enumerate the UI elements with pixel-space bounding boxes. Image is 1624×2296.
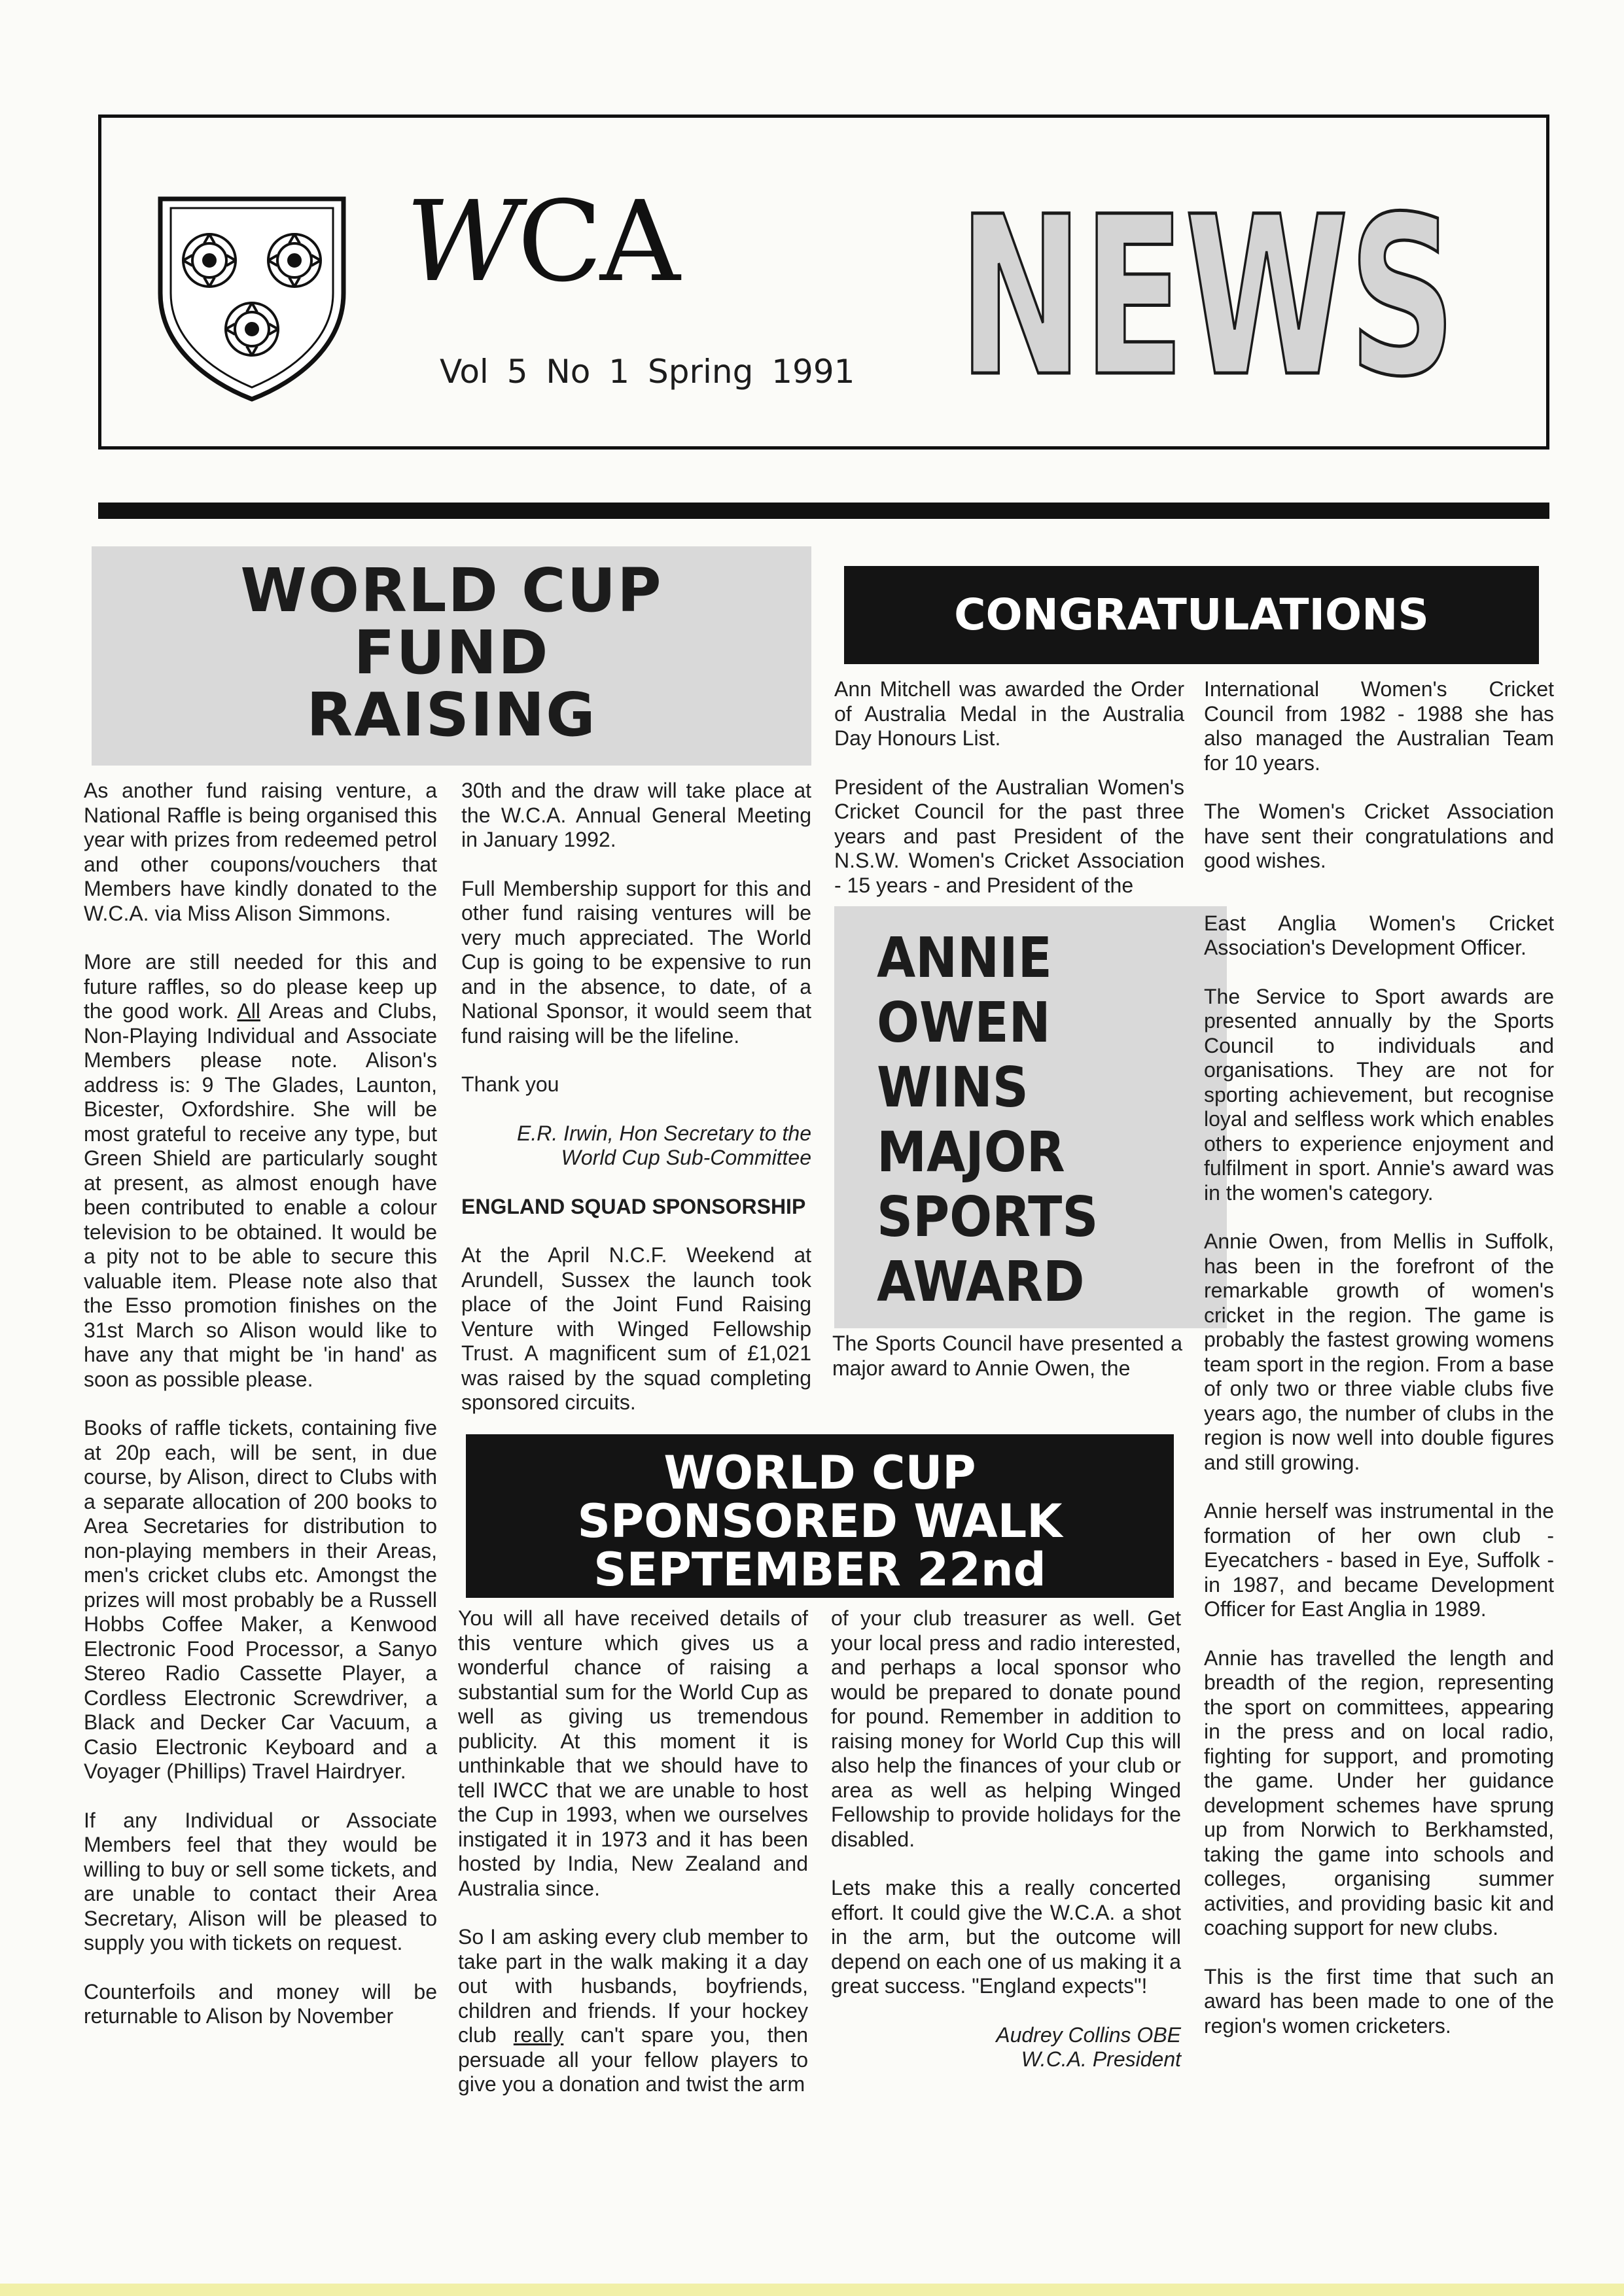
article-paragraph: The Service to Sport awards are presented annually by the Sports Council to individuals and organisations. They are not for sporting achievement, but recognise loyal and selfless work which enables others to experience enjoyment and fulfilment in sport. Annie's award was in the women's category. xyxy=(1204,984,1554,1205)
text-run: More are still needed for this and future raffles, so do please keep up the good work. xyxy=(84,950,437,1023)
underlined-word: really xyxy=(513,2023,564,2047)
signature-name: Audrey Collins OBE xyxy=(996,2022,1181,2047)
text-run: Areas and Clubs, Non-Playing Individual and Associate Members please note. Alison's address is: 9 The Glades, Launton, Bicester, Oxfordshire. She will be most grateful to receive any type, but Green Shield are particularly sought at present, as almost enough have been contributed to enable a colour television to be obtained. It would be a pity not to be able to secure this valuable item. Please note also that the Esso promotion finishes on the 31st March so Alison would like to have any that might be 'in hand' as soon as possible please. xyxy=(84,999,437,1391)
article-paragraph: Full Membership support for this and other fund raising ventures will be very much appreciated. The World Cup is going to be expensive to run and in the absence, to date, of a National Sponsor, it would seem that fund raising will be the lifeline. xyxy=(461,876,811,1048)
article-paragraph: The Sports Council have presented a major award to Annie Owen, the xyxy=(832,1332,1182,1380)
article-paragraph: Annie Owen, from Mellis in Suffolk, has been in the forefront of the remarkable growth of women's cricket in the region. The game is probably the fastest growing womens team sport in the region. From a base of only two or three viable clubs five years ago, the number of clubs in the region is now well into double figures and still growing. xyxy=(1204,1229,1554,1474)
column-4 xyxy=(1204,677,1554,2117)
signature-title: W.C.A. President xyxy=(1021,2047,1181,2071)
heading-line: WORLD CUP xyxy=(663,1446,976,1500)
heading-line: AWARD xyxy=(877,1250,1085,1315)
wca-logo-title xyxy=(406,177,772,308)
heading-line: FUND xyxy=(353,618,550,688)
article-paragraph: As another fund raising venture, a National Raffle is being organised this year with prizes from redeemed petrol and other coupons/vouchers that Members have kindly donated to the W.C.A. via Miss Alison Simmons. xyxy=(84,779,437,925)
column-1 xyxy=(84,779,437,2100)
article-paragraph: Lets make this a really concerted effort. It could give the W.C.A. a shot in the arm, but the outcome will depend on each one of us making it a great success. "England expects"! xyxy=(831,1876,1181,1998)
world-cup-fund-raising-heading xyxy=(92,546,811,766)
masthead-rule xyxy=(98,503,1549,519)
article-paragraph xyxy=(84,950,437,1392)
heading-line: MAJOR xyxy=(877,1120,1065,1185)
article-paragraph: 30th and the draw will take place at the W.C.A. Annual General Meeting in January 1992. xyxy=(461,779,811,851)
column-3-middle xyxy=(832,1332,1182,1410)
article-paragraph: The Women's Cricket Association have sent their congratulations and good wishes. xyxy=(1204,800,1554,872)
congratulations-heading: CONGRATULATIONS xyxy=(844,566,1539,664)
heading-line: OWEN xyxy=(877,991,1051,1055)
article-paragraph: Ann Mitchell was awarded the Order of Australia Medal in the Australia Day Honours List. xyxy=(834,677,1184,750)
heading-line: SPONSORED WALK xyxy=(577,1494,1063,1548)
heading-line: WORLD CUP xyxy=(240,556,663,626)
wca-shield-logo-icon xyxy=(154,195,350,403)
page-bottom-edge xyxy=(0,2284,1624,2296)
sponsored-walk-heading xyxy=(466,1434,1174,1598)
annie-owen-heading xyxy=(834,906,1227,1328)
column-2-top xyxy=(461,779,811,1426)
article-paragraph: Thank you xyxy=(461,1072,559,1096)
article-paragraph: Counterfoils and money will be returnable to Alison by November xyxy=(84,1979,437,2028)
article-paragraph xyxy=(458,1925,808,2097)
signature: E.R. Irwin, Hon Secretary to the World Cup Sub-Committee xyxy=(517,1121,811,1169)
underlined-word: All xyxy=(237,999,260,1023)
article-paragraph: Books of raffle tickets, containing five at 20p each, will be sent, in due course, by Alison, direct to Clubs with a separate allocation of 200 books to Area Secretaries for distribution to non-playing members in their Areas, men's cricket clubs etc. Amongst the prizes will most probably be a Russell Hobbs Coffee Maker, a Kenwood Electronic Food Processor, a Sanyo Stereo Radio Cassette Player, a Cordless Electronic Screwdriver, a Black and Decker Car Vacuum, a Casio Electronic Keyboard and a Voyager (Phillips) Travel Hairdryer. xyxy=(84,1416,437,1783)
article-paragraph: At the April N.C.F. Weekend at Arundell, Sussex the launch took place of the Joint Fund Raising Venture with Winged Fellowship Trust. A magnificent sum of £1,021 was raised by the squad completing sponsored circuits. xyxy=(461,1243,811,1414)
article-paragraph: International Women's Cricket Council from 1982 - 1988 she has also managed the Australian Team for 10 years. xyxy=(1204,677,1554,775)
heading-line: RAISING xyxy=(306,680,597,750)
article-paragraph: This is the first time that such an award has been made to one of the region's women cricketers. xyxy=(1204,1964,1554,2038)
article-paragraph: Annie has travelled the length and breadth of the region, representing the sport on committees, appearing in the press and on local radio, fighting for support, and promoting the game. Under her guidance development schemes have sprung up from Norwich to Berkhamsted, taking the game into schools and colleges, organising summer activities, and providing basic kit and coaching support for new clubs. xyxy=(1204,1646,1554,1939)
text-run: So I am asking every club member to take part in the walk making it a day out with husbands, boyfriends, children and friends. If your hockey club xyxy=(458,1925,808,2047)
subheading-england-squad: ENGLAND SQUAD SPONSORSHIP xyxy=(461,1194,806,1218)
news-wordmark xyxy=(952,170,1462,425)
text-run: can't spare you, then persuade all your fellow players to give you a donation and twist the arm xyxy=(458,2023,809,2096)
article-paragraph: Annie herself was instrumental in the formation of her own club - Eyecatchers - based in Eye, Suffolk - in 1987, and became Development Officer for East Anglia in 1989. xyxy=(1204,1499,1554,1621)
article-paragraph: If any Individual or Associate Members feel that they would be willing to buy or sell some tickets, and are unable to contact their Area Secretary, Alison will be pleased to supply you with tickets on request. xyxy=(84,1808,437,1954)
article-paragraph: President of the Australian Women's Cricket Council for the past three years and past President of the N.S.W. Women's Cricket Association - 15 years - and President of the xyxy=(834,775,1184,897)
heading-line: ANNIE xyxy=(877,926,1052,991)
column-2-bottom xyxy=(458,1606,808,2104)
article-paragraph: East Anglia Women's Cricket Association's Development Officer. xyxy=(1204,911,1554,959)
heading-line: SPORTS xyxy=(877,1185,1099,1250)
article-paragraph: You will all have received details of this venture which gives us a wonderful chance of raising a substantial sum for the World Cup as well as giving us tremendous publicity. At this moment it is unthinkable that we should have to tell IWCC that we are unable to host the Cup in 1993, when we ourselves instigated it in 1973 and it has been hosted by India, New Zealand and Australia since. xyxy=(458,1606,808,1900)
wca-logo-swash-w: W xyxy=(406,177,518,307)
heading-line: WINS xyxy=(877,1055,1029,1120)
news-wordmark-text: NEWS xyxy=(959,170,1456,425)
article-paragraph: of your club treasurer as well. Get your local press and radio interested, and perhaps a local sponsor who would be prepared to donate pound for pound. Remember in addition to raising money for World Cup this will also help the finances of your club or area as well as helping Winged Fellowship to provide holidays for the disabled. xyxy=(831,1606,1181,1851)
issue-line: Vol 5 No 1 Spring 1991 xyxy=(440,353,855,391)
column-3-top xyxy=(834,677,1184,900)
column-3-bottom xyxy=(831,1606,1181,2104)
heading-line: SEPTEMBER 22nd xyxy=(593,1543,1046,1597)
wca-logo-rest: CA xyxy=(517,177,678,307)
